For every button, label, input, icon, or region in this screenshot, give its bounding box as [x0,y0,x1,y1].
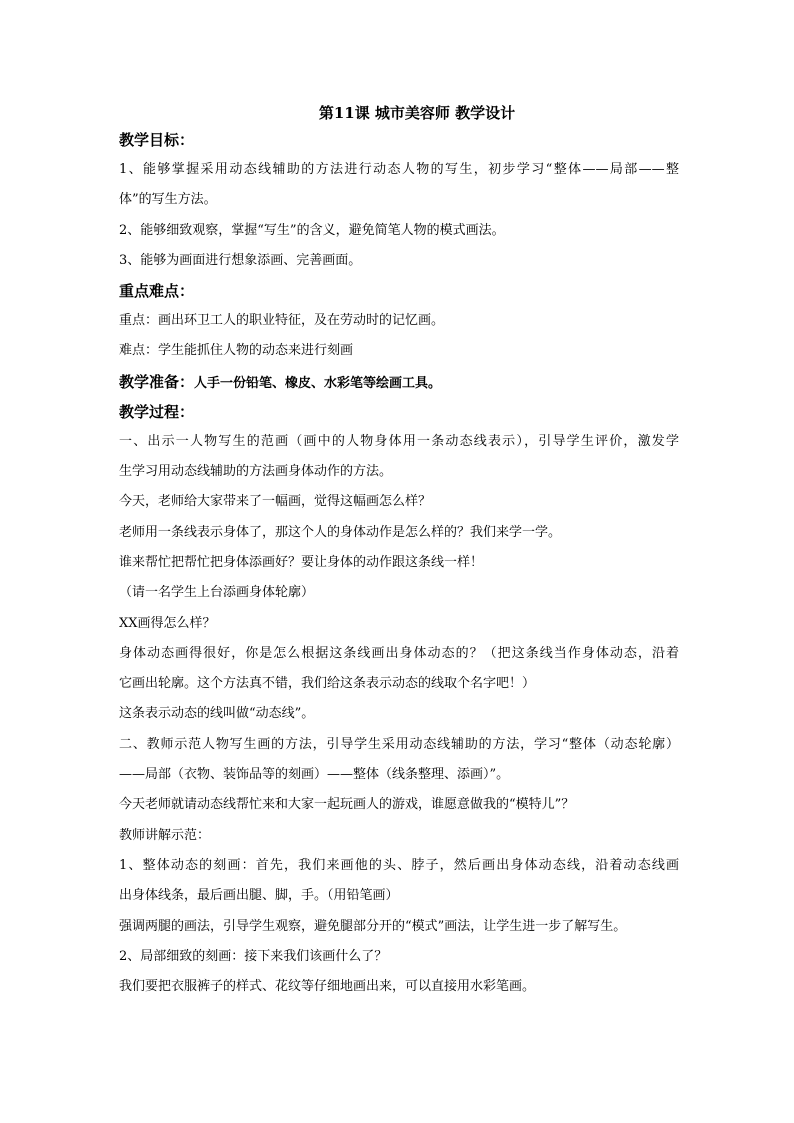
process-line-5: 谁来帮忙把帮忙把身体添画好？要让身体的动作跟这条线一样！ [119,554,484,570]
process-line-19: 我们要把衣服裤子的样式、花纹等仔细地画出来，可以直接用水彩笔画。 [119,979,536,995]
key-points-heading: 重点难点： [119,282,195,301]
process-line-7: XX画得怎么样？ [119,615,216,631]
document-title: 第11课 城市美容师 教学设计 [318,104,516,122]
process-line-6: （请一名学生上台添画身体轮廓） [119,585,315,601]
goal-line-3: 2、能够细致观察，掌握“写生”的含义，避免简笔人物的模式画法。 [119,222,505,238]
process-line-17: 强调两腿的画法，引导学生观察，避免腿部分开的“模式”画法，让学生进一步了解写生。 [119,918,627,934]
process-line-14: 教师讲解示范： [119,827,211,843]
process-line-11: 二、教师示范人物写生画的方法，引导学生采用动态线辅助的方法，学习“整体（动态轮廓） [119,736,679,752]
goal-line-1: 1、能够掌握采用动态线辅助的方法进行动态人物的写生，初步学习“整体——局部——整 [119,162,679,177]
process-line-3: 今天，老师给大家带来了一幅画，觉得这幅画怎么样？ [119,494,432,510]
preparation-paragraph [119,367,679,397]
process-line-13: 今天老师就请动态线帮忙来和大家一起玩画人的游戏，谁愿意做我的“模特儿”？ [119,797,575,813]
preparation-heading: 教学准备： [119,372,195,391]
process-line-10: 这条表示动态的线叫做“动态线”。 [119,706,315,722]
process-line-15: 1、整体动态的刻画：首先，我们来画他的头、脖子，然后画出身体动态线，沿着动态线画 [119,857,679,873]
process-line-1: 一、出示一人物写生的范画（画中的人物身体用一条动态线表示），引导学生评价，激发学 [119,433,679,449]
goal-line-2: 体”的写生方法。 [119,192,217,208]
process-heading: 教学过程： [119,402,195,421]
process-line-4: 老师用一条线表示身体了，那这个人的身体动作是怎么样的？我们来学一学。 [119,524,562,540]
document-body [119,101,679,1002]
process-line-12: ——局部（衣物、装饰品等的刻画）——整体（线条整理、添画）”。 [119,767,510,783]
preparation-text: 人手一份铅笔、橡皮、水彩笔等绘画工具。 [194,375,442,391]
key-point-line-2: 难点：学生能抓住人物的动态来进行刻画 [119,343,354,359]
process-line-16: 出身体线条，最后画出腿、脚，手。（用铅笔画） [119,888,399,904]
key-point-line-1: 重点：画出环卫工人的职业特征，及在劳动时的记忆画。 [119,313,445,329]
goals-heading: 教学目标： [119,131,195,149]
process-line-9: 它画出轮廓。这个方法真不错，我们给这条表示动态的线取个名字吧！） [119,676,536,692]
process-line-8: 身体动态画得很好，你是怎么根据这条线画出身体动态的？（把这条线当作身体动态，沿着 [119,645,679,661]
process-line-18: 2、局部细致的刻画：接下来我们该画什么了？ [119,948,388,964]
process-line-2: 生学习用动态线辅助的方法画身体动作的方法。 [119,464,393,480]
goal-line-4: 3、能够为画面进行想象添画、完善画面。 [119,252,362,268]
